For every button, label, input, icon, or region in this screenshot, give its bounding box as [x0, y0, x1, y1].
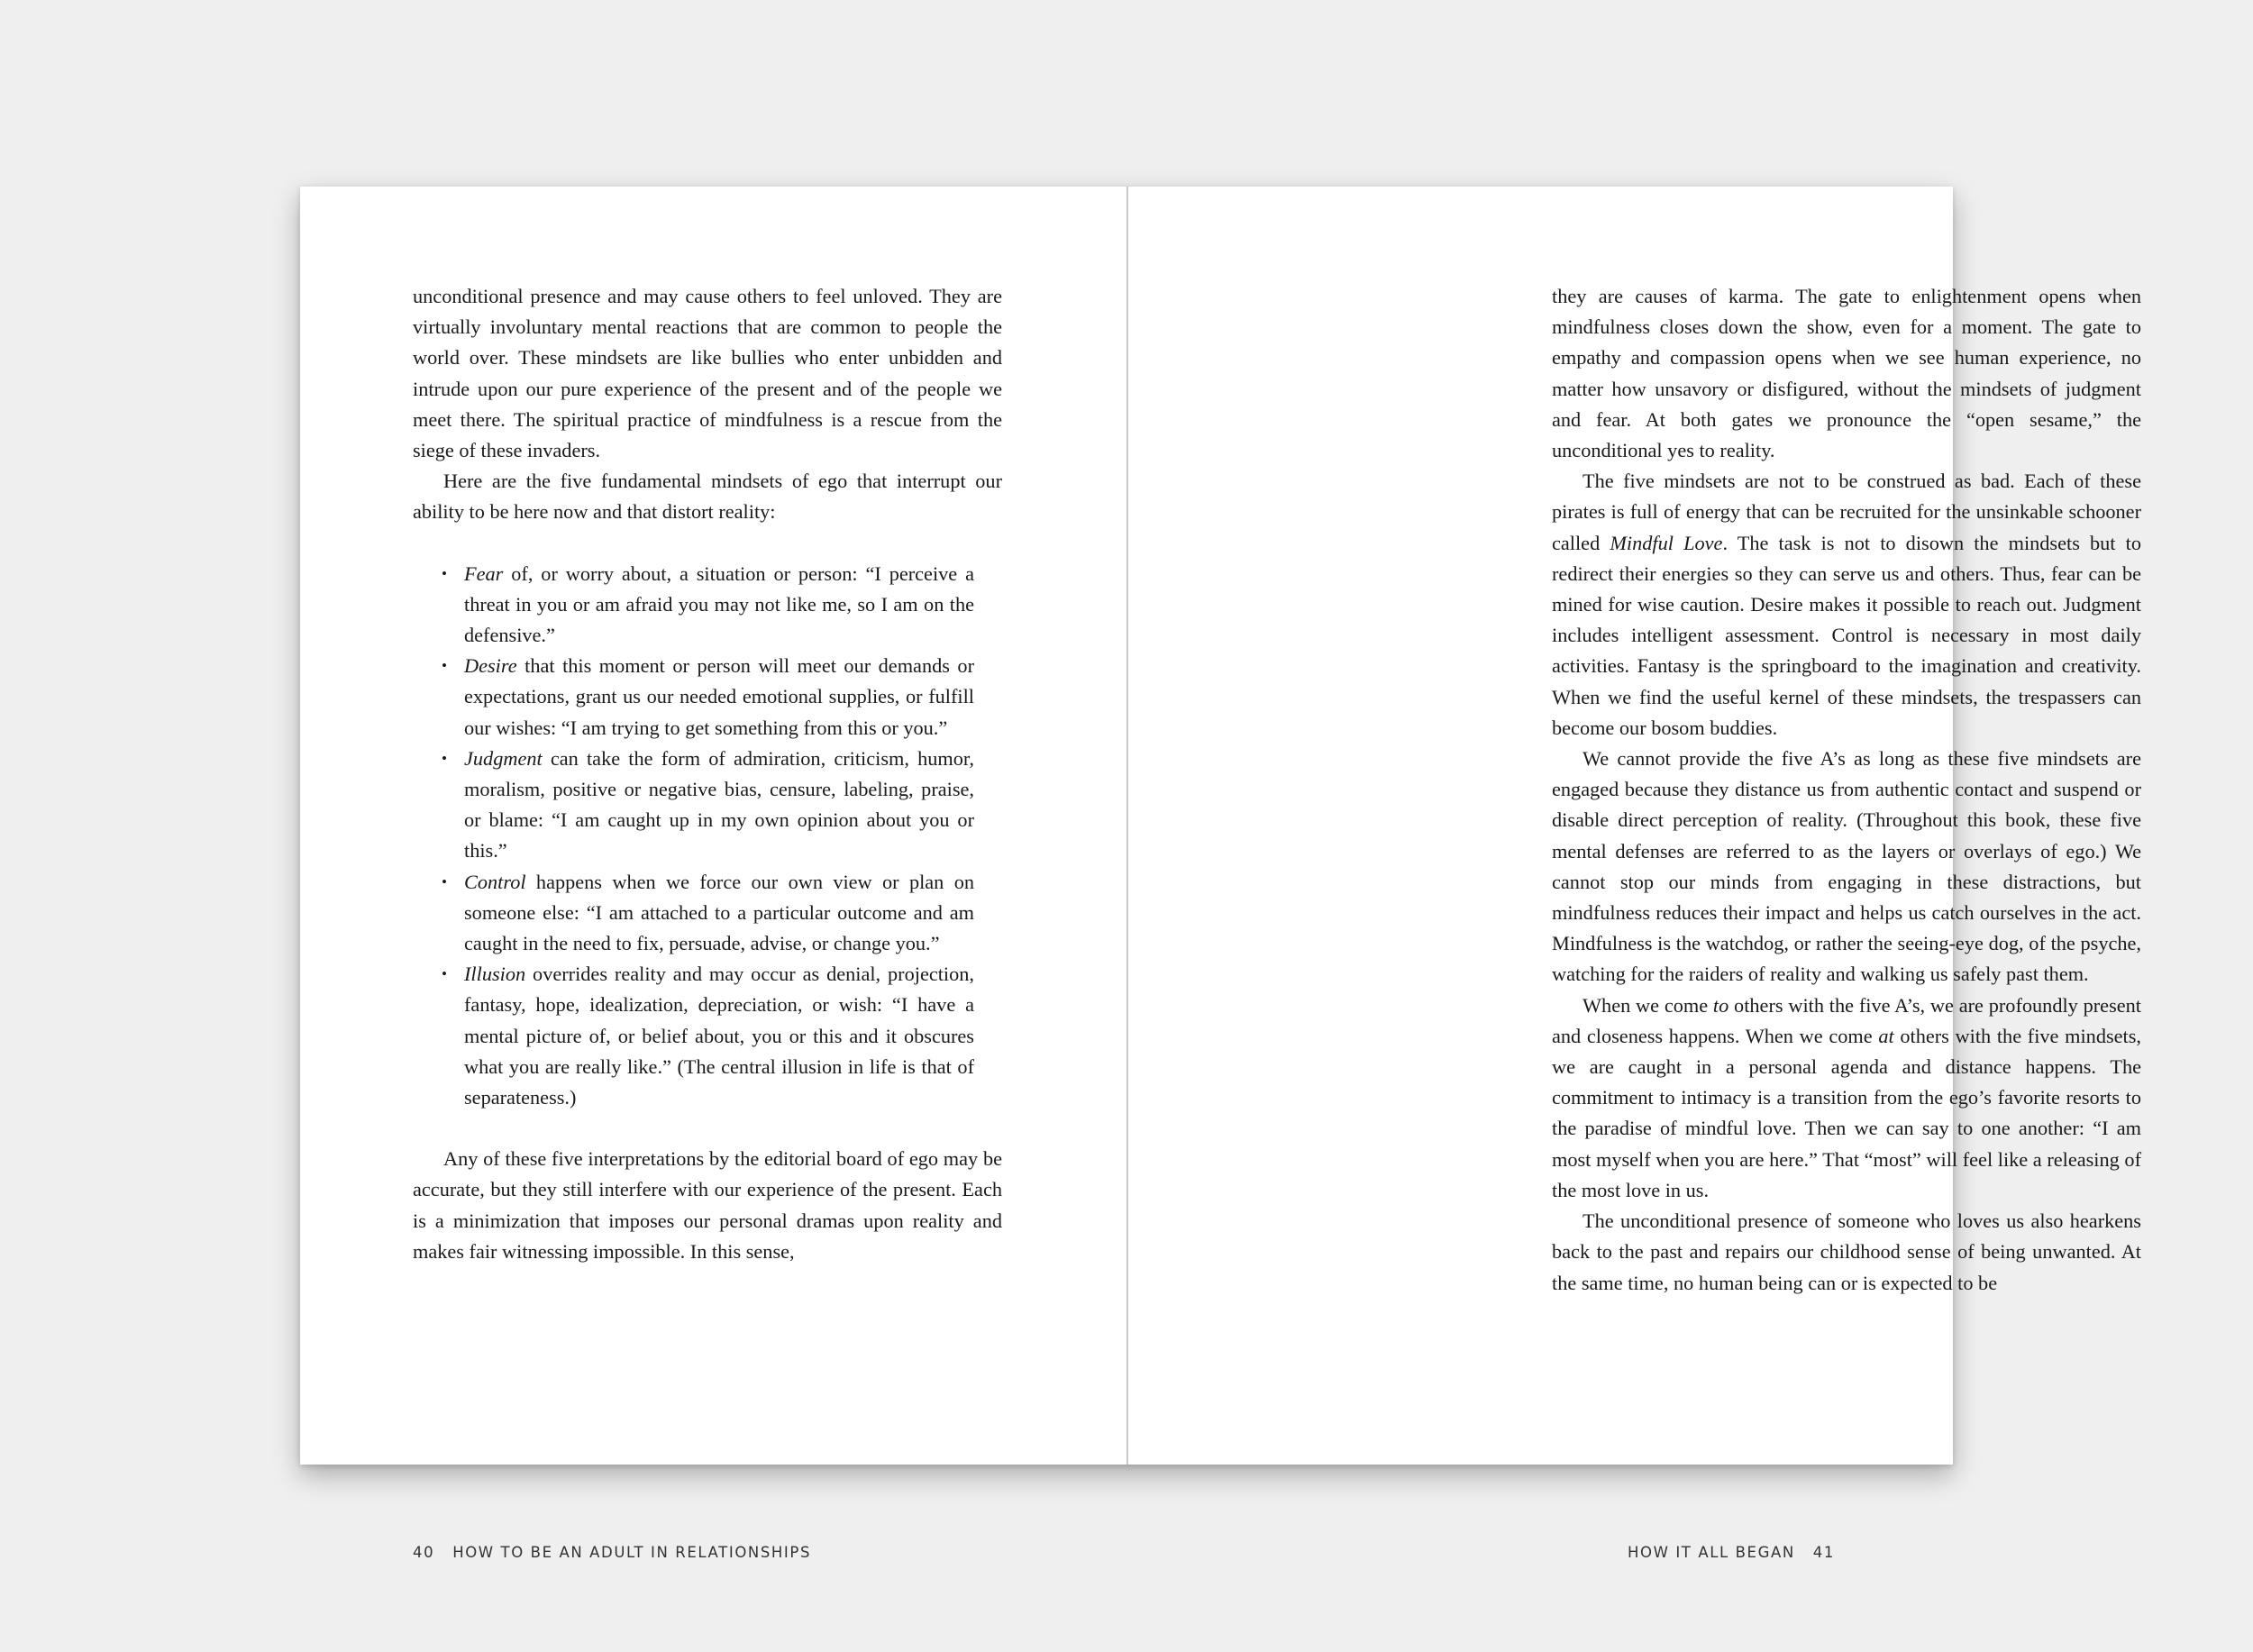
mindset-description: can take the form of admiration, criticism, humor, moralism, positive or negative bias, censure, labeling, praise, or blame: “I am caught up in my own opinion about you or this.”	[464, 746, 974, 863]
mindset-term: Fear	[464, 561, 504, 585]
mindset-description: of, or worry about, a situation or person: “I perceive a threat in you or am afraid you may not like me, so I am on the defensive.”	[464, 561, 974, 647]
left-paragraph-1: unconditional presence and may cause others to feel unloved. They are virtually involuntary mental reactions that are common to people the world over. These mindsets are like bullies who enter unbidden and intrude upon our pure experience of the present and of the people we meet there. The spiritual practice of mindfulness is a rescue from the siege of these invaders.	[413, 285, 1002, 462]
right-paragraph-1: they are causes of karma. The gate to enlightenment opens when mindfulness closes down the show, even for a moment. The gate to empathy and compassion opens when we see human experience, no matter how unsavory or disfigured, without the mindsets of judgment and fear. At both gates we pronounce the “open sesame,” the unconditional yes to reality.	[1552, 285, 2141, 462]
list-item	[464, 959, 974, 1113]
list-item	[464, 559, 974, 652]
right-footer	[1628, 1544, 1835, 1561]
book-spread	[300, 187, 2141, 1561]
book-title-italic: Mindful Love	[1610, 531, 1723, 554]
right-page	[1126, 187, 2141, 1561]
emphasis: at	[1878, 1024, 1894, 1047]
list-item	[464, 651, 974, 744]
mindset-term: Control	[464, 870, 526, 893]
mindset-term: Desire	[464, 654, 517, 678]
paragraph-text: The five mindsets are not to be construed as bad. Each of these pirates is full of energy that can be recruited for the unsinkable schooner called	[1552, 470, 2141, 554]
right-text-block	[1552, 281, 2141, 1299]
paragraph-text: others with the five A’s, we are profoundly present and closeness happens. When we come	[1552, 993, 2141, 1047]
left-page	[300, 187, 1126, 1561]
left-paragraph-2: Here are the five fundamental mindsets of ego that interrupt our ability to be here now and that distort reality:	[413, 470, 1002, 524]
right-paragraph-4	[1552, 990, 2141, 1206]
paragraph-text: . The task is not to disown the mindsets but to redirect their energies so they can serve us and others. Thus, fear can be mined for wise caution. Desire makes it possible to reach out. Judgment includes intelligent assessment. Control is necessary in most daily activities. Fantasy is the springboard to the imagination and creativity. When we find the useful kernel of these mindsets, the trespassers can become our bosom buddies.	[1552, 531, 2141, 739]
list-item	[464, 867, 974, 960]
right-paragraph-3: We cannot provide the five A’s as long as these five mindsets are engaged because they distance us from authentic contact and suspend or disable direct perception of reality. (Throughout this book, these five mental defenses are referred to as the layers or overlays of ego.) We cannot stop our minds from engaging in these distractions, but mindfulness reduces their impact and helps us catch ourselves in the act. Mindfulness is the watchdog, or rather the seeing-eye dog, of the psyche, watching for the raiders of reality and walking us safely past them.	[1552, 747, 2141, 986]
paragraph-text: When we come	[1583, 993, 1713, 1017]
right-paragraph-2	[1552, 466, 2141, 744]
page-number: 40	[413, 1544, 435, 1561]
mindsets-list	[413, 559, 974, 1114]
running-head: HOW TO BE AN ADULT IN RELATIONSHIPS	[452, 1544, 812, 1561]
mindset-term: Judgment	[464, 746, 543, 770]
page-number: 41	[1812, 1544, 1835, 1561]
mindset-description: that this moment or person will meet our demands or expectations, grant us our needed emotional supplies, or fulfill our wishes: “I am trying to get something from this or you.”	[464, 654, 974, 739]
left-footer	[413, 1544, 811, 1561]
mindset-term: Illusion	[464, 963, 526, 986]
left-text-block	[413, 281, 1002, 1267]
right-paragraph-5: The unconditional presence of someone who loves us also hearkens back to the past and repairs our childhood sense of being unwanted. At the same time, no human being can or is expected to be	[1552, 1209, 2141, 1294]
left-paragraph-3: Any of these five interpretations by the editorial board of ego may be accurate, but they still interfere with our experience of the present. Each is a minimization that imposes our personal dramas upon reality and makes fair witnessing impossible. In this sense,	[413, 1147, 1002, 1263]
paragraph-text: others with the five mindsets, we are caught in a personal agenda and distance happens. The commitment to intimacy is a transition from the ego’s favorite resorts to the paradise of mindful love. Then we can say to one another: “I am most myself when you are here.” That “most” will feel like a releasing of the most love in us.	[1552, 1024, 2141, 1201]
mindset-description: overrides reality and may occur as denial, projection, fantasy, hope, idealization, depreciation, or wish: “I have a mental picture of, or belief about, you or this and it obscures what you are really like.” (The central illusion in life is that of separateness.)	[464, 963, 974, 1109]
list-item	[464, 744, 974, 867]
running-head: HOW IT ALL BEGAN	[1627, 1544, 1795, 1561]
emphasis: to	[1712, 993, 1729, 1017]
mindset-description: happens when we force our own view or plan on someone else: “I am attached to a particular outcome and am caught in the need to fix, persuade, advise, or change you.”	[464, 870, 974, 955]
